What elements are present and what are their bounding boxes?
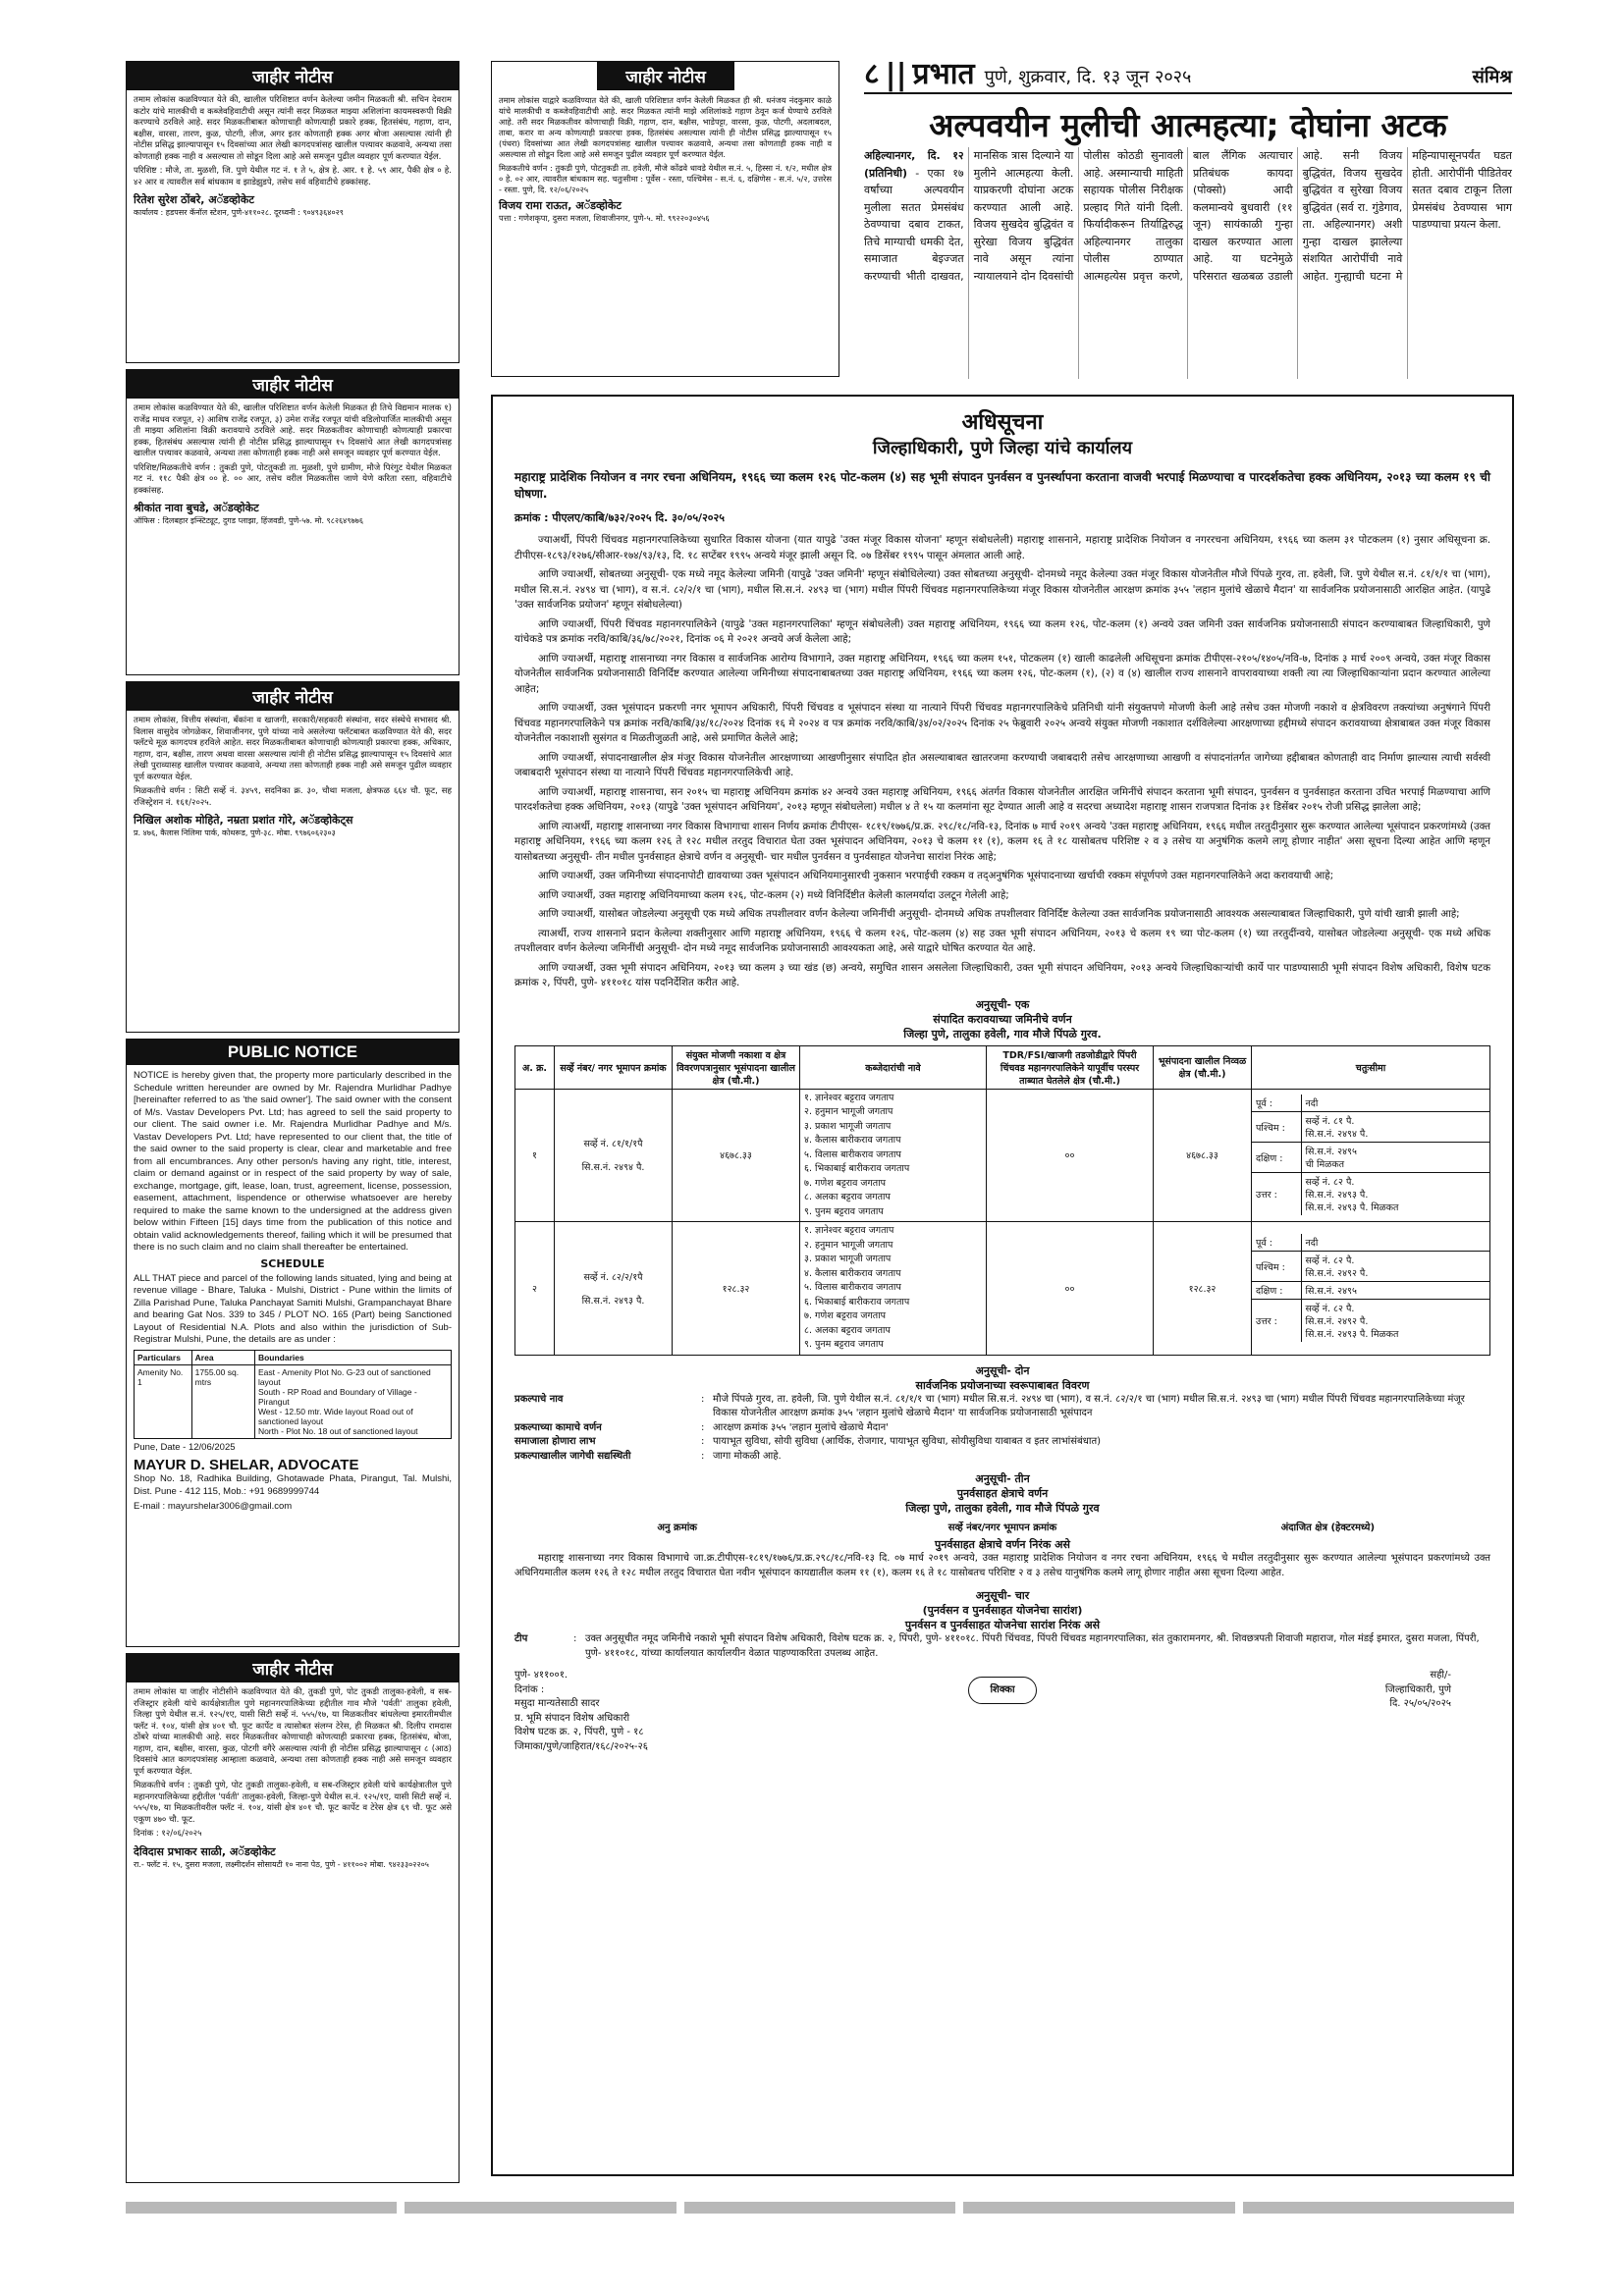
val-line: सि.स.नं. २४९४ पै.	[1305, 1129, 1369, 1141]
cell-survey	[555, 1222, 673, 1356]
notification-footer	[514, 1669, 1490, 1754]
cell-tdr: ००	[987, 1222, 1154, 1356]
notice-body: तमाम लोकांस, वित्तीय संस्थांना, बँकांना व खाजगी, सरकारी/सहकारी संस्थांना, सदर संस्थेचे सभासद श्री. विलास वासुदेव जोगळेकर, शिवाजीनगर, पुणे यांच्या नावे असलेल्या फ्लॅटबाबत कळविण्यात येते की, सदर फ्लॅटचे मूळ कागदपत्र हरविले आहेत. सदर मिळकतीबाबत कोणाचाही कोणत्याही प्रकारचा हक्क, अधिकार, गहाण, दान, बक्षीस, तारण अथवा वारसा असल्यास त्यांनी ही नोटीस प्रसिद्ध झाल्यापासून १५ दिवसांचे आत लेखी पुराव्यासह खालील पत्त्यावर कळवावे, अन्यथा तसा कोणताही हक्क नाही असे समजून पुढील व्यवहार पूर्ण करण्यात येईल.	[134, 716, 452, 782]
cell-boundaries	[1252, 1222, 1490, 1356]
owner: ३. प्रकाश भागूजी जगताप	[804, 1254, 892, 1264]
colon: :	[573, 1633, 577, 1644]
cell-particulars: Amenity No. 1	[135, 1364, 192, 1438]
val-line: सि.स.नं. २४९२ पै.	[1305, 1268, 1369, 1280]
owner: २. हनुमान भागूजी जगताप	[804, 1106, 893, 1117]
paragraph: त्याअर्थी, राज्य शासनाने प्रदान केलेल्या शक्तीनुसार आणि महाराष्ट्र अधिनियम, १९६६ चे कलम १२६, पोट-कलम (४) सह उक्त भूमी संपादन अधिनियम, २०१३ चे कलम १९ च्या पोट-कलम (१) च्या तरतुदींन्वये, यासोबत जोडलेल्या अनुसूची- एक मध्ये अधिक तपशीलवार वर्णन केलेल्या जमिनींची अनुसूची- दोन मध्ये नमूद सार्वजनिक प्रयोजनासाठी आवश्यकता आहे, असे याद्वारे घोषित करण्यात येत आहे.	[514, 927, 1490, 954]
notice-heading: जाहीर नोटीस	[127, 370, 459, 399]
rule-segment	[126, 2202, 397, 2214]
val-line: सर्व्हे नं. ८२ पै.	[1305, 1304, 1355, 1315]
footer-line: प्र. भूमि संपादन विशेष अधिकारी	[514, 1712, 630, 1724]
owner: ५. विलास बारीकराव जगताप	[804, 1148, 901, 1160]
notice-schedule: परिशिष्ट : मौजे, ता. मुळशी, जि. पुणे येथील गट नं. १ ते ५, क्षेत्र हे. आर. १ हे. ५९ आर, पैकी क्षेत्र ० हे. ४२ आर व त्यावरील सर्व बांधकाम व झाडेझुडपे, तसेच सर्व वहिवाटीचे हक्कांसह.	[134, 166, 452, 187]
boundary-south: South - RP Road and Boundary of Village - Pirangut	[257, 1386, 417, 1407]
notice-address: प्र. ४७६, कैलास निलिमा पार्क, कोथरूड, पुणे-३८. मोबा. ९९७६०६२३०३	[134, 828, 336, 837]
footer-line: दिनांक :	[514, 1683, 545, 1695]
status-label: प्रकल्पाखालील जागेची सद्यस्थिती	[514, 1450, 631, 1462]
collector-notification	[491, 395, 1514, 2176]
val-line: ची मिळकत	[1305, 1159, 1345, 1171]
notice-signature: श्रीकांत नावा बुचडे, अॅडव्होकेट	[134, 502, 259, 514]
work-desc-label: प्रकल्पाच्या कामाचे वर्णन	[514, 1421, 602, 1433]
boundaries-table	[1252, 1095, 1489, 1215]
public-notice	[126, 1039, 460, 1647]
val-line: सर्व्हे नं. ८२ पै.	[1305, 1177, 1355, 1189]
page-number: ८	[864, 57, 880, 91]
benefit: पायाभूत सुविधा, सोयी सुविधा (आर्थिक, रोजगार, पायाभूत सुविधा, सोयीसुविधा याबाबत व इतर लाभांसंबंधात)	[713, 1436, 1102, 1447]
cts-number: सि.स.नं. २४९४ पै.	[581, 1162, 645, 1174]
dir: पश्चिम :	[1252, 1252, 1301, 1282]
dir: पूर्व :	[1252, 1234, 1301, 1252]
col-area: अंदाजित क्षेत्र (हेक्टरमध्ये)	[1280, 1522, 1376, 1533]
notification-title: अधिसूचना	[961, 410, 1044, 435]
schedule1-table	[514, 1045, 1490, 1356]
project-name-label: प्रकल्पाचे नाव	[514, 1393, 564, 1405]
paragraph: आणि ज्याअर्थी, पिंपरी चिंचवड महानगरपालिकेने (यापुढे 'उक्त महानगरपालिका' म्हणून संबोधलेली) उक्त महाराष्ट्र अधिनियम, १९६६ च्या कलम १२६, पोट-कलम (१) अन्वये उक्त जमिनी उक्त सार्वजनिक प्रयोजनासाठी संपादन करण्याबाबत जिल्हाधिकारी, पुणे यांचेकडे पत्र क्रमांक नरवि/काबि/३६/७८/२०२१, दिनांक ०६ मे २०२१ अन्वये अर्ज केलेला आहे;	[514, 617, 1490, 645]
owner: २. हनुमान भागूजी जगताप	[804, 1239, 893, 1251]
paragraph: आणि ज्याअर्थी, महाराष्ट्र शासनाचा, सन २०१५ चा महाराष्ट्र अधिनियम क्रमांक ४२ अन्वये उक्त महाराष्ट्र अधिनियम, १९६६ अंतर्गत विकास योजनेतील आरक्षित जमिनींचे संपादन करताना भूमी संपादन, पुनर्वसन व पुनर्वसाहत करताना उचित भरपाई मिळण्याचा आणि पारदर्शकतेचा हक्क अधिनियम, २०१३ (यापुढे 'उक्त भूसंपादन अधिनियम', २०१३ म्हणून संबोधलेला) मधील ४ ते १५ या कलमांना सूट देण्यात आली आहे व सदरचा अध्यादेश महाराष्ट्र शासन राजपत्रात दिनांक ३१ डिसेंबर २०१५ रोजी प्रसिद्ध झालेला आहे;	[514, 785, 1490, 813]
rule-segment	[963, 2202, 1234, 2214]
survey-number: सर्व्हे नं. ८२/२/१पै	[583, 1271, 643, 1283]
project-name: मौजे पिंपळे गुरव, ता. हवेली, जि. पुणे येथील स.नं. ८१/१/१ चा (भाग) मधील सि.स.नं. २४९४ चा (भाग), व स.नं. ८२/२/१ चा (भाग) मधील सि.स.नं. २४९३ चा (भाग) मधील पिंपरी चिंचवड महानगरपालिकेच्या मंजूर विकास योजनेतील आरक्षण क्रमांक ३५५ 'लहान मुलांचे खेळाचे मैदान' या सार्वजनिक प्रयोजनासाठी भूसंपादन	[713, 1393, 1465, 1418]
cell-serial: २	[515, 1222, 555, 1356]
schedule-title: SCHEDULE	[260, 1256, 325, 1270]
col-owners: कब्जेदारांची नावे	[800, 1045, 987, 1089]
col-serial: अ. क्र.	[515, 1045, 555, 1089]
section-name: संमिश्र	[1472, 67, 1512, 87]
schedule2-subtitle: सार्वजनिक प्रयोजनाच्या स्वरूपाबाबत विवरण	[915, 1378, 1090, 1392]
owner: ६. भिकाबाई बारीकराव जगताप	[804, 1296, 910, 1308]
cell-area: 1755.00 sq. mtrs	[191, 1364, 254, 1438]
dir: दक्षिण :	[1252, 1143, 1301, 1173]
footer-line: जिमाका/पुणे/जाहिरात/१६८/२०२५-२६	[514, 1740, 648, 1752]
dir: उत्तर :	[1252, 1173, 1301, 1216]
val-line: सि.स.नं. २४९३ पै. मिळकत	[1305, 1329, 1399, 1341]
notice-signature: देविदास प्रभाकर साळी, अॅडव्होकेट	[134, 1844, 276, 1858]
notification-reference: क्रमांक : पीएलए/काबि/७३२/२०२५ दि. ३०/०५/२०२५	[514, 511, 725, 524]
owner: ८. अलका बट्टराव जगताप	[804, 1324, 891, 1336]
site-status: जागा मोकळी आहे.	[713, 1450, 782, 1462]
notice-heading: जाहीर नोटीस	[127, 682, 459, 711]
schedule1-subtitle: संपादित करावयाच्या जमिनीचे वर्णन	[933, 1012, 1072, 1026]
paragraph: आणि ज्याअर्थी, उक्त महाराष्ट्र अधिनियमाच्या कलम १२६, पोट-कलम (२) मध्ये विनिर्दिष्टीत केलेली कालमर्यादा उलटून गेलेली आहे;	[538, 888, 1009, 901]
schedule3-columns	[514, 1520, 1490, 1533]
notice-schedule: मिळकतीचे वर्णन : सिटी सर्व्हे नं. ३४५९, सदनिका क्र. ३०, चौथा मजला, क्षेत्रफळ ६६४ चौ. फूट, सह रजिस्ट्रेशन नं. १६१/२०२५.	[134, 786, 452, 808]
tip-text: उक्त अनुसूचीत नमूद जमिनीचे नकाशे भूमी संपादन विशेष अधिकारी, विशेष घटक क्र. २, पिंपरी, पुणे- ४११०१८. पिंपरी चिंचवड, पिंपरी चिंचवड महानगरपालिका, संत तुकारामनगर, श्री. शिवछत्रपती शिवाजी महाराज, गोल मंडई इमारत, दुसरा मजला, पिंपरी, पुणे- ४११०१८, यांच्या कार्यालयात कार्यालयीन वेळात पाहण्याकरिता उपलब्ध आहेत.	[585, 1633, 1480, 1659]
notice-address: ऑफिस : दिलबहार इन्स्टिट्यूट, दुगड प्लाझा, हिंजवडी, पुणे-५७. मो. ९८२६४९७७६	[134, 516, 363, 525]
cell-owners	[800, 1089, 987, 1222]
rule-segment	[684, 2202, 955, 2214]
cell-net: १२८.३२	[1154, 1222, 1252, 1356]
issue-date: पुणे, शुक्रवार, दि. १३ जून २०२५	[984, 67, 1192, 87]
notice-signature: निखिल अशोक मोहिते, नम्रता प्रशांत गोरे, अॅडव्होकेट्स	[134, 814, 353, 827]
colon: :	[701, 1450, 705, 1462]
paragraph: आणि ज्याअर्थी, संपादनाखालील क्षेत्र मंजूर विकास योजनेतील आरक्षणाच्या आखणीनुसार संपादित होत असल्याबाबत खातरजमा करण्याची जबाबदारी तसेच आरक्षणाच्या आखणी व संपादनांतर्गत जागेच्या हद्दीबाबत कोणताही वाद निर्माण झाल्यास त्याची सर्वस्वी जबाबदारी भूसंपादन संस्था या नात्याने पिंपरी चिंचवड महानगरपालिकेची आहे.	[514, 751, 1490, 778]
col-net: भूसंपादना खालील निव्वळ क्षेत्र (चौ.मी.)	[1154, 1045, 1252, 1089]
notice-3	[126, 681, 460, 1033]
public-notice-heading: PUBLIC NOTICE	[127, 1040, 459, 1065]
advocate-name: MAYUR D. SHELAR, ADVOCATE	[134, 1457, 359, 1473]
cell-boundaries	[254, 1364, 451, 1438]
schedule3-subtitle: पुनर्वसाहत क्षेत्राचे वर्णन	[956, 1487, 1049, 1500]
cell-owners	[800, 1222, 987, 1356]
footer-left	[514, 1669, 934, 1754]
footer-line: मसुदा मान्यतेसाठी सादर	[514, 1698, 600, 1709]
cell-area: १२८.३२	[673, 1222, 800, 1356]
col-survey: सर्व्हे नंबर/ नगर भूमापन क्रमांक	[555, 1045, 673, 1089]
owner: ३. प्रकाश भागूजी जगताप	[804, 1120, 892, 1132]
footer-line: सही/-	[1430, 1670, 1451, 1681]
paragraph: आणि ज्याअर्थी, सोबतच्या अनुसूची- एक मध्ये नमूद केलेल्या जमिनी (यापुढे 'उक्त जमिनी' म्हणून संबोधिलेल्या) उक्त सोबतच्या अनुसूची- दोनमध्ये नमूद केलेल्या उक्त मंजूर विकास योजनेतील मौजे पिंपळे गुरव, ता. हवेली, जि. पुणे येथील स.नं. ८१/१/१ चा (भाग), मधील सि.स.नं. २४९४ चा (भाग), व स.नं. ८२/२/१ चा (भाग), मधील सि.स.नं. २४९३ चा (भाग) मधील पिंपरी चिंचवड महानगरपालिकेच्या मंजूर विकास योजनेतील आरक्षण क्रमांक ३५५ 'लहान मुलांचे खेळाचे मैदान' या सार्वजनिक प्रयोजनासाठी आरक्षित आहेत. (यापुढे 'उक्त सार्वजनिक प्रयोजन' म्हणून संबोधलेल्या)	[514, 568, 1490, 611]
notice-address: पत्ता : गणेशकृपा, दुसरा मजला, शिवाजीनगर, पुणे-५. मो. ९९२२०३०४५६	[499, 213, 710, 223]
newspaper-brand: प्रभात	[912, 57, 975, 91]
notice-schedule: मिळकतीचे वर्णन : तुकडी पुणे, पोट तुकडी तालुका-हवेली, व सब-रजिस्ट्रार हवेली यांचे कार्यक्षेत्रातील पुणे महानगरपालिकेच्या हद्दीतील 'पर्वती' तालुका-हवेली, जिल्हा-पुणे येथील स.नं. १२५/१ए, यासी सिटी सर्व्हे नं. ५५५/१७, या मिळकतीवरील फ्लॅट नं. १०४, यांसी क्षेत्र ४०१ चौ. फूट कार्पेट व टेरेस क्षेत्र ६९ चौ. फूट असे एकूण ४७० चौ. फूट.	[134, 1781, 452, 1825]
schedule-text: ALL THAT piece and parcel of the following lands situated, lying and being at revenue village - Bhare, Taluka - Mulshi, District - Pune within the limits of Zilla Parishad Pune, Taluka Panchayat Samiti Mulshi, Grampanchayat Bhare and bearing Gat Nos. 339 to 345 / PLOT NO. 165 (Part) being Sanctioned Layout of Residential N.A. Plots and also within the jurisdiction of Sub-Registrar Mulshi, Pune, the details are as under :	[134, 1272, 452, 1345]
advocate-address: Shop No. 18, Radhika Building, Ghotawade Phata, Pirangut, Tal. Mulshi, Dist. Pune - 412 115, Mob.: +91 9689999744	[134, 1473, 452, 1497]
notice-2	[126, 369, 460, 675]
schedule4-nil: पुनर्वसन व पुनर्वसाहत योजनेचा सारांश निरंक असे	[904, 1619, 1101, 1631]
tip-block	[514, 1632, 1490, 1661]
advocate-email: E-mail : mayurshelar3006@gmail.com	[134, 1501, 293, 1512]
schedule4-subtitle: (पुनर्वसन व पुनर्वसाहत योजनेचा सारांश)	[922, 1604, 1083, 1617]
paragraph: आणि ज्याअर्थी, उक्त भूसंपादन प्रकरणी नगर भूमापन अधिकारी, पिंपरी चिंचवड व भूसंपादन संस्था या नात्याने पिंपरी चिंचवड महानगरपालिकेचे प्रतिनिधी यांनी संयुक्तपणे मोजणी केली आहे तसेच उक्त मोजणी नकाशे व क्षेत्रविवरण तक्त्यांच्या अनुषंगाने पिंपरी चिंचवड महानगरपालिकेने पत्र क्रमांक नरवि/काबि/३४/१८/२०२४ दिनांक १६ मे २०२४ व पत्र क्रमांक नरवि/काबि/३४/०२/२०२५ दिनांक २५ फेब्रुवारी २०२५ अन्वये संयुक्त मोजणी नकाशात दर्शविलेल्या आरक्षणाच्या हद्दीमध्ये संपादन करावयाच्या क्षेत्राबाबत उक्त मंजूर विकास योजनेतील नकाशाशी सुसंगत व मिळतीजुळती आहे, असे प्रमाणित केलेले आहे;	[514, 702, 1490, 744]
notice-signature: रितेश सुरेश ठोंबरे, अॅडव्होकेट	[134, 193, 254, 206]
notice-heading: जाहीर नोटीस	[127, 62, 459, 90]
boundaries-table	[1252, 1234, 1489, 1342]
col-serial: अनु क्रमांक	[657, 1522, 697, 1533]
notice-schedule: परिशिष्ट/मिळकतीचे वर्णन : तुकडी पुणे, पोटतुकडी ता. मुळशी, पुणे ग्रामीण, मौजे पिरंगुट येथील मिळकत गट नं. ११८ पैकी क्षेत्र ०० हे. ०० आर, तसेच वरील मिळकतीस जाणे येणे करिता रस्ता, वहिवाटीचे हक्कांसह.	[134, 462, 452, 496]
notice-body: तमाम लोकांस याद्वारे कळविण्यात येते की, खाली परिशिष्टात वर्णन केलेली मिळकत ही श्री. धनंजय नंदकुमार काळे यांचे मालकीची व कब्जेवहिवाटीची आहे. सदर मिळकत त्यांनी माझे अशिलांकडे गहाण ठेवून कर्ज घेण्याचे ठरविले आहे. तरी सदर मिळकतीवर कोणाचाही विक्री, गहाण, दान, बक्षीस, भाडेपट्टा, वारसा, कुळ, पोटगी, अदलाबदल, ताबा, करार वा अन्य कोणत्याही प्रकारचा हक्क, हितसंबंध असल्यास त्यांनी ही नोटीस प्रसिद्ध झाल्यापासून १५ (पंधरा) दिवसांच्या आत लेखी कागदपत्रांसह खालील पत्त्यावर कळवावे, अन्यथा तसा कोणताही हक्क नाही व असल्यास तो सोडून दिला आहे असे समजून पुढील व्यवहार पूर्ण करण्यात येईल.	[499, 95, 832, 159]
dir: उत्तर :	[1252, 1300, 1301, 1343]
owner: ९. पुनम बट्टराव जगताप	[804, 1205, 884, 1217]
colon: :	[701, 1421, 705, 1433]
public-notice-date: Pune, Date - 12/06/2025	[134, 1441, 236, 1453]
schedule1-title: अनुसूची- एक	[975, 997, 1030, 1011]
val: नदी	[1301, 1234, 1489, 1252]
cell-serial: १	[515, 1089, 555, 1222]
val-line: सि.स.नं. २४९३ पै.	[1305, 1190, 1369, 1201]
val	[1301, 1300, 1489, 1343]
col-survey: सर्व्हे नंबर/नगर भूमापन क्रमांक	[947, 1522, 1057, 1533]
footer-line: जिल्हाधिकारी, पुणे	[1384, 1683, 1451, 1695]
schedule-table	[134, 1350, 452, 1439]
dir: दक्षिण :	[1252, 1282, 1301, 1300]
cell-net: ४६७८.३३	[1154, 1089, 1252, 1222]
schedule2-details	[514, 1393, 1490, 1465]
boundary-west: West - 12.50 mtr. Wide layout Road out of sanctioned layout	[257, 1406, 413, 1426]
val	[1301, 1143, 1489, 1173]
val	[1301, 1173, 1489, 1216]
notice-heading: जाहीर नोटीस	[597, 62, 734, 90]
owner: ७. गणेश बट्टराव जगताप	[804, 1177, 887, 1189]
table-row	[515, 1222, 1490, 1356]
notification-lead: महाराष्ट्र प्रादेशिक नियोजन व नगर रचना अधिनियम, १९६६ च्या कलम १२६ पोट-कलम (४) सह भूमी संपादन पुनर्वसन व पुनर्स्थापना करताना वाजवी भरपाई मिळण्याचा व पारदर्शकतेचा हक्क अधिनियम, २०१३ च्या कलम १९ ची घोषणा.	[514, 470, 1490, 501]
notice-1	[126, 61, 460, 363]
mid-notice	[491, 61, 839, 377]
rule-segment	[405, 2202, 676, 2214]
footer-seal-wrap	[934, 1669, 1071, 1754]
val-line: सि.स.नं. २४९२ पै.	[1305, 1316, 1369, 1328]
schedule3-nil: पुनर्वसाहत क्षेत्राचे वर्णन निरंक असे	[935, 1538, 1070, 1551]
dir: पूर्व :	[1252, 1095, 1301, 1112]
notice-body: तमाम लोकांस कळविण्यात येते की, खालील परिशिष्टात वर्णन केलेली मिळकत ही तिचे विद्यमान मालक १) राजेंद्र माधव रजपूत, २) आशिष राजेंद्र रजपूत, ३) उमेश राजेंद्र रजपूत यांची वडिलोपार्जित मालकीची असून ती माझ्या अशिलांना विक्री करावयाचे ठरविले आहे. सदर मिळकतीवर कोणाचाही कोणत्याही प्रकारचा हक्क, हितसंबंध असल्यास त्यांनी ही नोटीस प्रसिद्ध झाल्यापासून १५ दिवसांचे आत लेखी कागदपत्रांसह खालील पत्त्यावर कळवावे, अन्यथा तसा कोणताही हक्क नाही असे समजून व्यवहार पूर्ण करण्यात येईल.	[134, 403, 452, 458]
footer-line: विशेष घटक क्र. २, पिंपरी, पुणे - १८	[514, 1727, 644, 1737]
colon: :	[701, 1436, 705, 1447]
cell-boundaries	[1252, 1089, 1490, 1222]
owner: ८. अलका बट्टराव जगताप	[804, 1192, 891, 1202]
benefit-label: समाजाला होणारा लाभ	[514, 1436, 596, 1447]
notice-body: तमाम लोकांस या जाहीर नोटीसीने कळविण्यात येते की, तुकडी पुणे, पोट तुकडी तालुका-हवेली, व सब-रजिस्ट्रार हवेली यांचे कार्यक्षेत्रातील पुणे महानगरपालिकेच्या हद्दीतील गाव मौजे 'पर्वती' तालुका हवेली, जिल्हा पुणे येथील स.नं. १२५/१ए, यासी सिटी सर्व्हे नं. ५५५/१७, या मिळकतीवर बांधलेल्या इमारतीमधील फ्लॅट नं. १०४, यांसी क्षेत्र ४०१ चौ. फूट कार्पेट व त्यासोबत संलग्न टेरेस, ही मिळकत श्री. दिलीप रामदास ठोंबरे यांच्या मालकीची आहे. सदर मिळकतीवर कोणाचाही कोणत्याही प्रकारचा हक्क, हितसंबंध, बोजा, गहाण, दान, बक्षीस, वारसा, कुळ, पोटगी वगैरे असल्यास त्यांनी ही नोटीस प्रसिद्ध झाल्यापासून ८ (आठ) दिवसांचे आत कागदपत्रांसह आम्हाला कळवावे, अन्यथा तसा कोणताही हक्क नाही असे समजून व्यवहार पूर्ण करण्यात येईल.	[134, 1687, 452, 1777]
val: नदी	[1301, 1095, 1489, 1112]
paragraph: आणि ज्याअर्थी, महाराष्ट्र शासनाच्या नगर विकास व सार्वजनिक आरोग्य विभागाने, उक्त महाराष्ट्र अधिनियम, १९६६ च्या कलम १५१, पोटकलम (१) खाली काढलेली अधिसूचना क्रमांक टीपीएस-२१०५/१४०५/नवि-७, दिनांक ३ मार्च २००९ अन्वये, उक्त मंजूर विकास योजनेतील सार्वजनिक प्रयोजनासाठी विनिर्दिष्ट करण्यात आलेल्या जमिनीच्या संपादनाबाबतच्या उक्त महाराष्ट्र अधिनियम, १९६६ च्या कलम १२६, पोट-कलम (१), (२) व (४) खालील राज्य शासनाने वापरावयाच्या शक्ती त्या त्या जिल्हाधिकाऱ्यांना प्रदान करण्यात आलेल्या आहेत;	[514, 652, 1490, 695]
footer-right	[1071, 1669, 1490, 1754]
paragraph: आणि ज्याअर्थी, उक्त भूमी संपादन अधिनियम, २०१३ च्या कलम ३ च्या खंड (छ) अन्वये, समुचित शासन असलेला जिल्हाधिकारी, उक्त भूमी संपादन अधिनियम, २०१३ अन्वये जिल्हाधिकाऱ्यांची कार्ये पार पाडण्यासाठी भूमी संपादन विशेष अधिकारी, विशेष घटक क्रमांक २, पिंपरी, पुणे- ४११०१८ यांस पदनिर्देशित करीत आहे.	[514, 961, 1490, 988]
val	[1301, 1252, 1489, 1282]
schedule4-title: अनुसूची- चार	[975, 1589, 1030, 1602]
rule-segment	[1243, 2202, 1514, 2214]
masthead-separator: ||	[885, 58, 907, 92]
col-tdr: TDR/FSI/खाजगी तडजोडीद्वारे पिंपरी चिंचवड महानगरपालिकेने यापूर्वीच परस्पर ताब्यात घेतलेले क्षेत्र (चौ.मी.)	[987, 1045, 1154, 1089]
masthead	[864, 57, 1512, 94]
left-column	[126, 61, 460, 2201]
col-boundaries: Boundaries	[254, 1350, 451, 1364]
footer-line: दि. २५/०५/२०२५	[1389, 1698, 1451, 1709]
dir: पश्चिम :	[1252, 1112, 1301, 1143]
notice-heading: जाहीर नोटीस	[127, 1654, 459, 1682]
notice-4	[126, 1653, 460, 2183]
col-boundaries: चतुःसीमा	[1252, 1045, 1490, 1089]
val	[1301, 1112, 1489, 1143]
paragraph: आणि त्याअर्थी, महाराष्ट्र शासनाच्या नगर विकास विभागाचा शासन निर्णय क्रमांक टीपीएस- १८१९/१७७६/प्र.क्र. २९८/१८/नवि-१३, दिनांक ७ मार्च २०१९ अन्वये 'उक्त महाराष्ट्र अधिनियम, १९६६ मधील तरतुदीनुसार सुरू करण्यात आलेल्या भूसंपादन प्रकरणांमध्ये (उक्त महाराष्ट्र अधिनियम, १९६६ च्या कलम १२६ ते १२८ मधील तरतुद विचारात घेता उक्त भूसंपादन अधिनियम, २०१३ चे कलम ११ (१), कलम १६ ते १८ यासोबतच परिशिष्ट २ व ३ तसेच या अनुषंगिक कलमे लागू होणार नाहीत' असा सूचना दिल्या आहेत आणि म्हणून यासोबतच्या अनुसूची- तीन मधील पुनर्वसाहत क्षेत्राचे वर्णन व अनुसूची- चार मधील पुनर्वसन व पुनर्वसाहत योजनेचा सारांश निरंक आहे;	[514, 820, 1490, 863]
notice-address: रा.- फ्लॅट नं. १५, दुसरा मजला, लक्ष्मीदर्शन सोसायटी १० नाना पेठ, पुणे - ४११००२ मोबा. ९४२३३०२२०५	[134, 1859, 429, 1869]
owner: ५. विलास बारीकराव जगताप	[804, 1282, 901, 1293]
cts-number: सि.स.नं. २४९३ पै.	[581, 1295, 645, 1307]
public-notice-body: NOTICE is hereby given that, the property more particularly described in the Schedule written hereunder are owned by Mr. Rajendra Murlidhar Padhye [hereinafter referred to as 'the said owner']. The said owner with the consent of M/s. Vastav Developers Pvt. Ltd; has agreed to sell the said property to our client. The said owner i.e. Mr. Rajendra Murlidhar Padhye and M/s. Vastav Developers Pvt. Ltd; have represented to our client that, the title of the said owner to the said property is clear, clear and marketable and free from all encumbrances. Any other person/s having any right, title, interest, claim or demand against or in respect of the said property by way of sale, exchange, mortgage, gift, lease, loan, trust, agreement, license, possession, easement, attachment, lispendence or otherwise whatsoever are hereby required to make the same known to the undersigned at the address given below within Fifteen [15] days time from the publication of this notice and obtain valid acknowledgements thereof, failing which it will be presumed that there is no such claim and no claim shall thereafter be entertained.	[134, 1070, 452, 1253]
schedule2-title: अनुसूची- दोन	[975, 1363, 1030, 1377]
survey-number: सर्व्हे नं. ८१/१/१पै	[583, 1139, 643, 1150]
notice-schedule: मिळकतीचे वर्णन : तुकडी पुणे, पोटतुकडी ता. हवेली, मौजे कोंढवे धावडे येथील स.नं. ५, हिस्सा नं. १/२, मधील क्षेत्र ० हे. ०२ आर, त्यावरील बांधकाम सह. चतुःसीमा : पूर्वेस - रस्ता, पश्चिमेस - स.नं. ६, दक्षिणेस - स.नं. ५/२, उत्तरेस - रस्ता. पुणे, दि. १२/०६/२०२५	[499, 163, 832, 194]
table-row	[515, 1089, 1490, 1222]
news-dateline: अहिल्यानगर, दि. १२ (प्रतिनिधी)	[864, 149, 964, 180]
seal-stamp: शिक्का	[968, 1677, 1037, 1704]
notice-body: तमाम लोकांस कळविण्यात येते की, खालील परिशिष्टात वर्णन केलेल्या जमीन मिळकती श्री. सचिन देवराम कटोर यांचे मालकीची व कब्जेवहिवाटीची असून त्यांनी सदर मिळकत माझ्या अशिलांना कायमस्वरूपी विक्री करण्याचे ठरविले आहे. सदर मिळकतीबाबत कोणाचाही कोणत्याही प्रकारे हक्क, हितसंबंध, गहाण, दान, बक्षीस, वारसा, तारण, कुळ, पोटगी, लीज, अगर इतर कोणताही हक्क अगर बोजा असल्यास त्यांनी ही नोटीस प्रसिद्ध झाल्यापासून १५ दिवसांच्या आत लेखी कागदपत्रांसह खालील पत्त्यावर कळवावे, अन्यथा तसा कोणताही हक्क नाही व असल्यास तो सोडून दिला आहे असे समजून पुढील व्यवहार पूर्ण करण्यात येईल.	[134, 95, 452, 162]
schedule3-title: अनुसूची- तीन	[975, 1472, 1030, 1485]
cell-survey	[555, 1089, 673, 1222]
paragraph: आणि ज्याअर्थी, यासोबत जोडलेल्या अनुसूची एक मध्ये अधिक तपशीलवार वर्णन केलेल्या जमिनींची अनुसूची- दोनमध्ये अधिक तपशीलवार विनिर्दिष्ट केलेल्या उक्त सार्वजनिक प्रयोजनासाठी आवश्यक असल्याबाबत जिल्हाधिकारी, पुणे यांची खात्री झाली आहे;	[538, 908, 1460, 920]
cell-area: ४६७८.३३	[673, 1089, 800, 1222]
owner: १. ज्ञानेश्वर बट्टराव जगताप	[804, 1092, 894, 1103]
footer-line: पुणे- ४११००१.	[514, 1670, 568, 1681]
val-line: सि.स.नं. २४९३ पै. मिळकत	[1305, 1202, 1399, 1214]
news-headline: अल्पवयीन मुलीची आत्महत्या; दोघांना अटक	[929, 106, 1447, 144]
notice-signature: विजय रामा राऊत, अॅडव्होकेट	[499, 199, 622, 212]
val-line: सि.स.नं. २४९५	[1305, 1147, 1357, 1158]
owner: ४. कैलास बारीकराव जगताप	[804, 1267, 901, 1279]
news-text: - एका १७ वर्षांच्या अल्पवयीन मुलीला सतत प्रेमसंबंध ठेवण्याचा दबाव टाकत, तिचे माग्याची धमकी देत, समाजात बेइज्जत करण्याची भीती दाखवत, मानसिक त्रास दिल्याने या मुलीने आत्महत्या केली. याप्रकरणी दोघांना अटक करण्यात आली आहे. विजय सुखदेव बुद्धिवंत व सुरेखा विजय बुद्धिवंत नावे असून त्यांना न्यायालयाने दोन दिवसांची पोलीस कोठडी सुनावली आहे. अस्मान्याची माहिती सहायक पोलीस निरीक्षक प्रल्हाद गिते यांनी दिली. फिर्यादीकरून तिर्याद्विरुद्ध अहिल्यानगर तालुका पोलीस ठाण्यात आत्महत्येस प्रवृत्त करणे, बाल लैंगिक अत्याचार प्रतिबंधक कायदा (पोक्सो) आदी कलमान्वये बुधवारी (११ जून) सायंकाळी गुन्हा दाखल करण्यात आला आहे. या घटनेमुळे परिसरात खळबळ उडाली आहे. सनी विजय बुद्धिवंत, विजय सुखदेव बुद्धिवंत व सुरेखा विजय बुद्धिवंत (सर्व रा. गुंडेगाव, ता. अहिल्यानगर) अशी गुन्हा दाखल झालेल्या संशयित आरोपींची नावे आहेत. गुन्ह्याची घटना मे महिन्यापासूनपर्यंत घडत होती. आरोपींनी पीडितेवर सतत दबाव टाकून तिला प्रेमसंबंध ठेवण्यास भाग पाडण्याचा प्रयत्न केला.	[864, 149, 1512, 283]
owner: ४. कैलास बारीकराव जगताप	[804, 1135, 901, 1146]
schedule3-note: महाराष्ट्र शासनाच्या नगर विकास विभागाचे जा.क्र.टीपीएस-१८१९/१७७६/प्र.क्र.२९८/१८/नवि-१३ दि. ०७ मार्च २०१९ अन्वये, उक्त महाराष्ट्र प्रादेशिक नियोजन व नगर रचना अधिनियम, १९६६ चे मधील तरतुदीनुसार सुरू करण्यात आलेल्या भूसंपादन प्रकरणांमध्ये उक्त अधिनियमातील कलम १२६ ते १२८ मधील तरतुद विचारात घेता नवीन भूसंपादन कायद्यातील कलम ११ (१), कलम १६ ते १८ यासोबतच परिशिष्ट २ व ३ तसेच यानुषंगिक कलमे लागू होणार नाहीत असा सूचना दिल्या आहेत.	[514, 1553, 1490, 1578]
bottom-rule	[126, 2202, 1514, 2214]
owner: ७. गणेश बट्टराव जगताप	[804, 1310, 887, 1321]
col-particulars: Particulars	[135, 1350, 192, 1364]
paragraph: ज्याअर्थी, पिंपरी चिंचवड महानगरपालिकेच्या सुधारित विकास योजना (यात यापुढे 'उक्त मंजूर विकास योजना' म्हणून संबोधलेली) महाराष्ट्र शासनाने, महाराष्ट्र प्रादेशिक नियोजन व नगररचना अधिनियम, १९६६ च्या कलम ३१ पोटकलम (१) नुसार अधिसूचना क्र. टीपीएस-१८९३/१२७६/सीआर-१७४/९३/१३, दि. १८ सप्टेंबर १९९५ अन्वये मंजूर झाली असून दि. ०७ डिसेंबर १९९५ पासून अंमलात आली आहे.	[514, 534, 1490, 561]
schedule3-location: जिल्हा पुणे, तालुका हवेली, गाव मौजे पिंपळे गुरव	[905, 1502, 1100, 1515]
cell-tdr: ००	[987, 1089, 1154, 1222]
val-line: सर्व्हे नं. ८२ पै.	[1305, 1255, 1355, 1267]
col-area: Area	[191, 1350, 254, 1364]
notice-address: कार्यालय : हडपसर कॅनॉल स्टेशन, पुणे-४११०२८. दूरध्वनी : ९०४९३६४०२९	[134, 208, 344, 217]
notification-office: जिल्हाधिकारी, पुणे जिल्हा यांचे कार्यालय	[872, 438, 1133, 458]
boundary-east: East - Amenity Plot No. G-23 out of sanctioned layout	[257, 1366, 431, 1387]
schedule1-location: जिल्हा पुणे, तालुका हवेली, गाव मौजे पिंपळे गुरव.	[903, 1027, 1102, 1041]
colon: :	[701, 1393, 705, 1405]
tip-label: टीप	[514, 1633, 528, 1644]
owner: ९. पुनम बट्टराव जगताप	[804, 1339, 884, 1350]
boundary-north: North - Plot No. 18 out of sanctioned layout	[257, 1425, 418, 1436]
owner: १. ज्ञानेश्वर बट्टराव जगताप	[804, 1225, 894, 1236]
work-desc: आरक्षण क्रमांक ३५५ 'लहान मुलांचे खेळाचे मैदान'	[713, 1421, 889, 1433]
val: सि.स.नं. २४९५	[1301, 1282, 1489, 1300]
owner: ६. भिकाबाई बारीकराव जगताप	[804, 1163, 910, 1174]
notice-date: दिनांक : १२/०६/२०२५	[134, 1829, 202, 1839]
paragraph: आणि ज्याअर्थी, उक्त जमिनीच्या संपादनापोटी द्यावयाच्या उक्त भूसंपादन अधिनियमानुसारची नुकसान भरपाईची रक्कम व तद्अनुषंगिक भूसंपादनाच्या खर्चाची रक्कम संपूर्णपणे उक्त महानगरपालिकेने अदा करावयाची आहे;	[538, 870, 1334, 881]
col-area: संयुक्त मोजणी नकाशा व क्षेत्र विवरणपत्रानुसार भूसंपादना खालील क्षेत्र (चौ.मी.)	[673, 1045, 800, 1089]
news-article	[864, 147, 1512, 379]
val-line: सर्व्हे नं. ८१ पै.	[1305, 1116, 1355, 1128]
